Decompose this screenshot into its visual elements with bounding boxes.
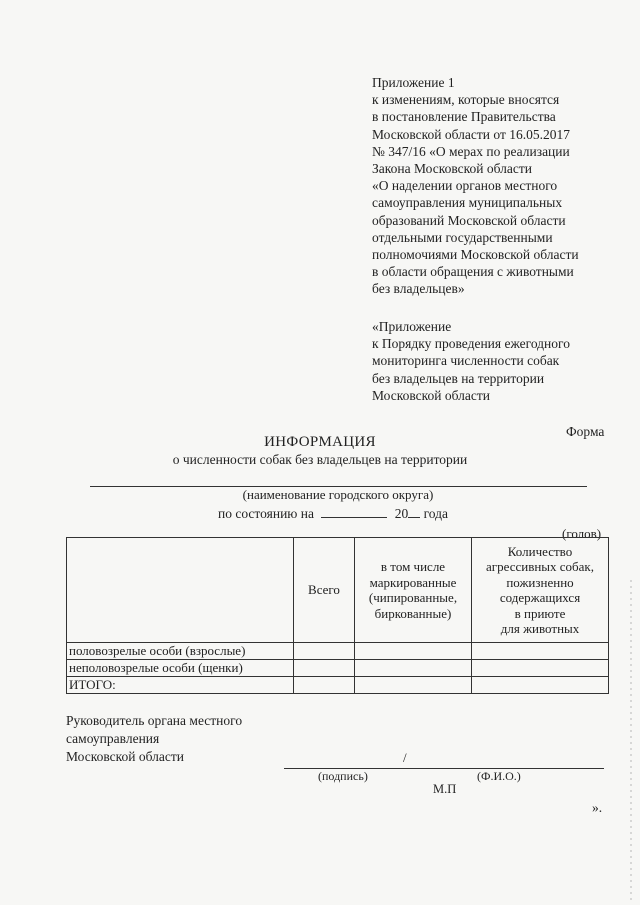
- row-label-adults: половозрелые особи (взрослые): [67, 643, 294, 660]
- appendix-2-line: мониторинга численности собак: [372, 353, 560, 369]
- appendix-2-block: [372, 318, 632, 404]
- cell-adults-aggressive[interactable]: [472, 643, 609, 660]
- table-header-row: [67, 538, 609, 643]
- appendix-1-line: Закона Московской области: [372, 161, 532, 177]
- appendix-1-line: в области обращения с животными: [372, 264, 574, 280]
- header-marked-line: биркованные): [374, 605, 452, 621]
- signer-line: самоуправления: [66, 731, 160, 746]
- monitoring-table: [66, 537, 609, 694]
- appendix-2-line: без владельцев на территории: [372, 370, 545, 386]
- appendix-1-block: [372, 74, 632, 298]
- appendix-1-line: самоуправления муниципальных: [372, 195, 563, 211]
- header-aggressive-line: пожизненно: [506, 574, 574, 590]
- date-prefix: по состоянию на: [218, 506, 314, 521]
- year-blank: [408, 505, 420, 518]
- scan-edge-artifact: [630, 580, 632, 900]
- okrug-caption: (наименование городского округа): [242, 487, 434, 502]
- cell-total-total[interactable]: [294, 677, 355, 694]
- appendix-1-line: в постановление Правительства: [372, 109, 556, 125]
- signature-caption: (подпись): [318, 769, 368, 783]
- document-title: ИНФОРМАЦИЯ: [264, 434, 376, 450]
- appendix-1-line: Приложение 1: [372, 75, 455, 90]
- header-aggressive: [472, 538, 609, 643]
- appendix-2-line: Московской области: [372, 387, 491, 403]
- cell-total-aggressive[interactable]: [472, 677, 609, 694]
- form-label: Форма: [566, 424, 605, 439]
- cell-adults-marked[interactable]: [355, 643, 472, 660]
- header-total: Всего: [294, 538, 355, 643]
- cell-total-marked[interactable]: [355, 677, 472, 694]
- table-header-empty: [67, 538, 294, 643]
- date-blank: [321, 505, 387, 518]
- appendix-1-line: образований Московской области: [372, 212, 566, 228]
- cell-puppies-aggressive[interactable]: [472, 660, 609, 677]
- header-aggressive-line: агрессивных собак,: [486, 559, 594, 574]
- appendix-1-line: «О наделении органов местного: [372, 178, 558, 194]
- signer-line: Руководитель органа местного: [66, 713, 243, 728]
- units-label: (голов): [562, 526, 602, 541]
- appendix-2-line: «Приложение: [372, 319, 452, 334]
- cell-puppies-total[interactable]: [294, 660, 355, 677]
- header-aggressive-line: Количество: [507, 543, 573, 559]
- cell-adults-total[interactable]: [294, 643, 355, 660]
- header-marked-line: (чипированные,: [368, 590, 458, 605]
- date-line: [218, 505, 448, 522]
- cell-puppies-marked[interactable]: [355, 660, 472, 677]
- signer-block: [66, 712, 242, 766]
- appendix-1-line: Московской области от 16.05.2017: [372, 126, 570, 142]
- header-marked: [355, 538, 472, 643]
- table-row: [67, 660, 609, 677]
- header-aggressive-line: содержащихся: [499, 590, 581, 605]
- table-row: [67, 677, 609, 694]
- appendix-1-line: полномочиями Московской области: [372, 247, 579, 263]
- closing-quote: ».: [592, 800, 603, 815]
- header-aggressive-line: в приюте: [514, 605, 566, 621]
- row-label-puppies: неполовозрелые особи (щенки): [67, 660, 294, 677]
- date-suffix: года: [423, 506, 449, 521]
- appendix-1-line: № 347/16 «О мерах по реализации: [372, 143, 570, 159]
- row-label-total: ИТОГО:: [67, 677, 294, 694]
- stamp-label: М.П: [433, 782, 457, 796]
- year-prefix: 20: [394, 506, 409, 521]
- appendix-1-line: отдельными государственными: [372, 229, 553, 245]
- header-aggressive-line: для животных: [500, 621, 580, 636]
- fio-caption: (Ф.И.О.): [477, 769, 521, 783]
- appendix-1-line: без владельцев»: [372, 281, 465, 297]
- document-subtitle: о численности собак без владельцев на территории: [172, 452, 468, 467]
- header-marked-line: маркированные: [369, 574, 457, 590]
- signature-slash: /: [403, 750, 407, 765]
- signer-line: Московской области: [66, 749, 185, 764]
- table-row: [67, 643, 609, 660]
- appendix-1-line: к изменениям, которые вносятся: [372, 92, 560, 108]
- header-marked-line: в том числе: [380, 559, 446, 574]
- appendix-2-line: к Порядку проведения ежегодного: [372, 336, 570, 352]
